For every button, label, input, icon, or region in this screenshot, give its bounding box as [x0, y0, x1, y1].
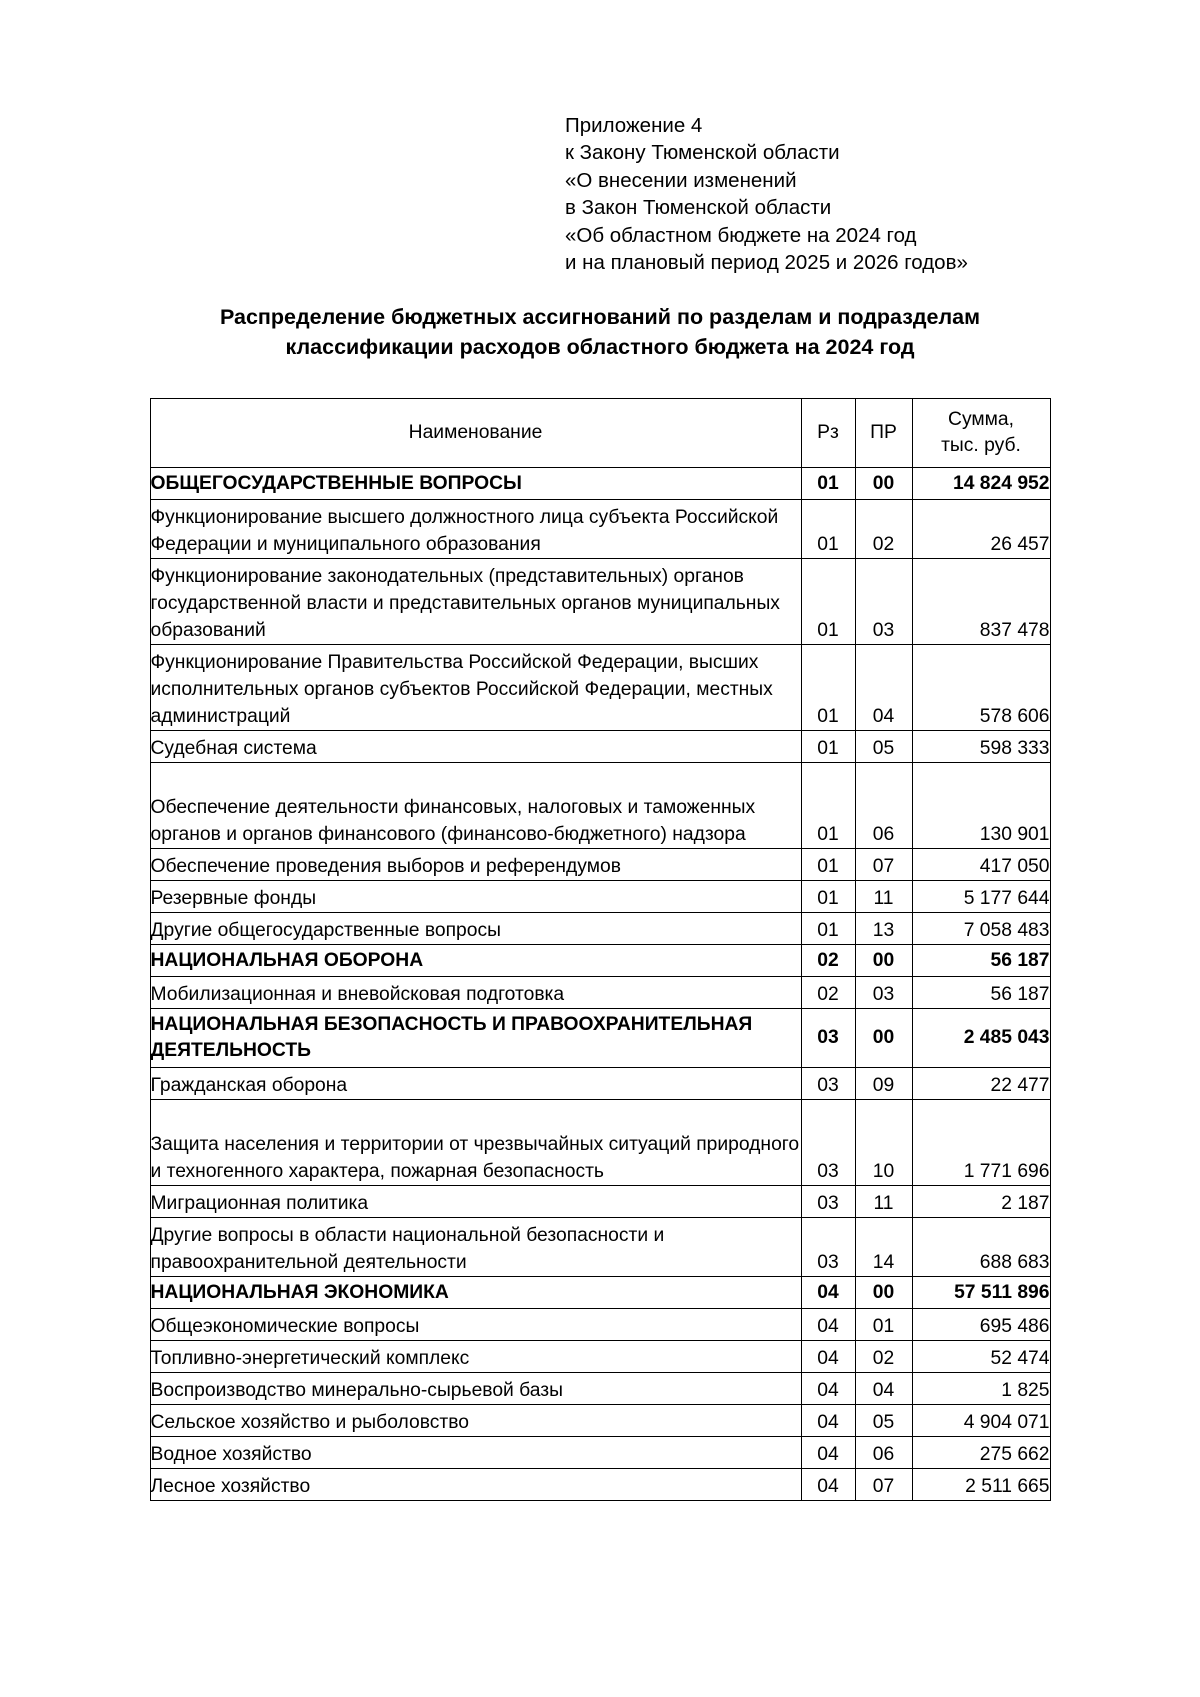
page-title	[100, 302, 1100, 362]
cell-amount: 22 477	[912, 1068, 1050, 1100]
cell-rz: 01	[801, 559, 855, 645]
cell-rz: 01	[801, 849, 855, 881]
cell-rz: 02	[801, 945, 855, 977]
cell-name: Резервные фонды	[150, 881, 801, 913]
cell-rz: 03	[801, 1218, 855, 1277]
cell-pr: 09	[855, 1068, 912, 1100]
table-row	[150, 1437, 1050, 1469]
cell-pr: 00	[855, 1009, 912, 1068]
cell-amount: 57 511 896	[912, 1277, 1050, 1309]
table-row	[150, 1309, 1050, 1341]
table-row	[150, 1218, 1050, 1277]
table-header-row	[150, 399, 1050, 468]
cell-pr: 06	[855, 763, 912, 849]
cell-amount: 598 333	[912, 731, 1050, 763]
table-row	[150, 500, 1050, 559]
cell-name: Другие вопросы в области национальной безопасности и правоохранительной деятельности	[150, 1218, 801, 1277]
cell-pr: 05	[855, 731, 912, 763]
table-body	[150, 468, 1050, 1501]
cell-name: НАЦИОНАЛЬНАЯ ОБОРОНА	[150, 945, 801, 977]
cell-name: Гражданская оборона	[150, 1068, 801, 1100]
cell-name: НАЦИОНАЛЬНАЯ БЕЗОПАСНОСТЬ И ПРАВООХРАНИТЕЛЬНАЯ ДЕЯТЕЛЬНОСТЬ	[150, 1009, 801, 1068]
cell-pr: 11	[855, 1186, 912, 1218]
column-header-rz: Рз	[801, 399, 855, 468]
cell-pr: 04	[855, 645, 912, 731]
cell-pr: 04	[855, 1373, 912, 1405]
table-row	[150, 977, 1050, 1009]
cell-pr: 03	[855, 559, 912, 645]
column-header-sum-line-2: тыс. руб.	[941, 435, 1021, 457]
cell-name: Функционирование законодательных (представительных) органов государственной власти и представительных органов муниципальных образований	[150, 559, 801, 645]
cell-name: Воспроизводство минерально-сырьевой базы	[150, 1373, 801, 1405]
cell-name: НАЦИОНАЛЬНАЯ ЭКОНОМИКА	[150, 1277, 801, 1309]
page-title-line-2: классификации расходов областного бюджета на 2024 год	[285, 335, 915, 360]
cell-rz: 04	[801, 1469, 855, 1501]
cell-name: Лесное хозяйство	[150, 1469, 801, 1501]
table-row	[150, 1405, 1050, 1437]
cell-name: ОБЩЕГОСУДАРСТВЕННЫЕ ВОПРОСЫ	[150, 468, 801, 500]
cell-rz: 01	[801, 763, 855, 849]
table-row	[150, 1186, 1050, 1218]
cell-amount: 1 771 696	[912, 1100, 1050, 1186]
cell-amount: 4 904 071	[912, 1405, 1050, 1437]
cell-amount: 14 824 952	[912, 468, 1050, 500]
cell-rz: 03	[801, 1068, 855, 1100]
cell-rz: 01	[801, 500, 855, 559]
cell-pr: 10	[855, 1100, 912, 1186]
cell-rz: 01	[801, 468, 855, 500]
cell-rz: 04	[801, 1405, 855, 1437]
cell-pr: 01	[855, 1309, 912, 1341]
table-row	[150, 1009, 1050, 1068]
cell-pr: 13	[855, 913, 912, 945]
document-header-block	[565, 112, 1100, 276]
column-header-sum-line-1: Сумма,	[948, 408, 1014, 430]
table-row	[150, 559, 1050, 645]
cell-pr: 05	[855, 1405, 912, 1437]
cell-pr: 07	[855, 1469, 912, 1501]
table-row	[150, 645, 1050, 731]
cell-name: Топливно-энергетический комплекс	[150, 1341, 801, 1373]
cell-name: Водное хозяйство	[150, 1437, 801, 1469]
cell-name: Функционирование Правительства Российской Федерации, высших исполнительных органов субъектов Российской Федерации, местных администраций	[150, 645, 801, 731]
cell-rz: 01	[801, 913, 855, 945]
cell-name: Сельское хозяйство и рыболовство	[150, 1405, 801, 1437]
cell-name: Обеспечение проведения выборов и референдумов	[150, 849, 801, 881]
table-row	[150, 849, 1050, 881]
cell-amount: 52 474	[912, 1341, 1050, 1373]
cell-pr: 14	[855, 1218, 912, 1277]
cell-amount: 5 177 644	[912, 881, 1050, 913]
table-row	[150, 1068, 1050, 1100]
budget-table	[150, 398, 1051, 1501]
cell-rz: 04	[801, 1373, 855, 1405]
cell-amount: 2 485 043	[912, 1009, 1050, 1068]
cell-amount: 1 825	[912, 1373, 1050, 1405]
cell-rz: 03	[801, 1009, 855, 1068]
cell-name: Функционирование высшего должностного лица субъекта Российской Федерации и муниципального образования	[150, 500, 801, 559]
cell-amount: 837 478	[912, 559, 1050, 645]
cell-pr: 06	[855, 1437, 912, 1469]
table-row	[150, 468, 1050, 500]
cell-name: Миграционная политика	[150, 1186, 801, 1218]
cell-amount: 695 486	[912, 1309, 1050, 1341]
cell-amount: 417 050	[912, 849, 1050, 881]
header-line-1: Приложение 4	[565, 114, 703, 137]
table-row	[150, 1277, 1050, 1309]
cell-rz: 02	[801, 977, 855, 1009]
cell-rz: 03	[801, 1186, 855, 1218]
cell-name: Обеспечение деятельности финансовых, налоговых и таможенных органов и органов финансового (финансово-бюджетного) надзора	[150, 763, 801, 849]
table-row	[150, 763, 1050, 849]
cell-name: Судебная система	[150, 731, 801, 763]
table-row	[150, 945, 1050, 977]
table-row	[150, 1341, 1050, 1373]
column-header-pr: ПР	[855, 399, 912, 468]
cell-name: Мобилизационная и вневойсковая подготовка	[150, 977, 801, 1009]
cell-pr: 02	[855, 1341, 912, 1373]
cell-rz: 01	[801, 645, 855, 731]
cell-amount: 2 511 665	[912, 1469, 1050, 1501]
header-line-5: «Об областном бюджете на 2024 год	[565, 223, 917, 247]
cell-amount: 688 683	[912, 1218, 1050, 1277]
header-line-6: и на плановый период 2025 и 2026 годов»	[565, 251, 968, 275]
budget-table-container	[100, 398, 1100, 1501]
column-header-sum	[912, 399, 1050, 468]
table-row	[150, 731, 1050, 763]
table-row	[150, 1469, 1050, 1501]
cell-name: Общеэкономические вопросы	[150, 1309, 801, 1341]
cell-pr: 11	[855, 881, 912, 913]
table-row	[150, 1373, 1050, 1405]
cell-rz: 04	[801, 1341, 855, 1373]
header-line-4: в Закон Тюменской области	[565, 196, 832, 220]
cell-name: Защита населения и территории от чрезвычайных ситуаций природного и техногенного характера, пожарная безопасность	[150, 1100, 801, 1186]
cell-amount: 578 606	[912, 645, 1050, 731]
cell-amount: 7 058 483	[912, 913, 1050, 945]
cell-rz: 01	[801, 881, 855, 913]
cell-pr: 00	[855, 468, 912, 500]
header-line-3: «О внесении изменений	[565, 168, 797, 192]
table-header	[150, 399, 1050, 468]
header-line-2: к Закону Тюменской области	[565, 141, 840, 165]
table-row	[150, 881, 1050, 913]
cell-pr: 00	[855, 1277, 912, 1309]
cell-pr: 00	[855, 945, 912, 977]
cell-pr: 02	[855, 500, 912, 559]
table-row	[150, 1100, 1050, 1186]
cell-amount: 275 662	[912, 1437, 1050, 1469]
cell-amount: 26 457	[912, 500, 1050, 559]
cell-rz: 04	[801, 1277, 855, 1309]
cell-amount: 56 187	[912, 977, 1050, 1009]
cell-name: Другие общегосударственные вопросы	[150, 913, 801, 945]
cell-amount: 130 901	[912, 763, 1050, 849]
cell-pr: 03	[855, 977, 912, 1009]
table-row	[150, 913, 1050, 945]
cell-rz: 04	[801, 1309, 855, 1341]
column-header-name: Наименование	[150, 399, 801, 468]
cell-pr: 07	[855, 849, 912, 881]
page-title-line-1: Распределение бюджетных ассигнований по разделам и подразделам	[219, 305, 981, 330]
cell-rz: 04	[801, 1437, 855, 1469]
cell-amount: 56 187	[912, 945, 1050, 977]
cell-rz: 03	[801, 1100, 855, 1186]
cell-amount: 2 187	[912, 1186, 1050, 1218]
cell-rz: 01	[801, 731, 855, 763]
